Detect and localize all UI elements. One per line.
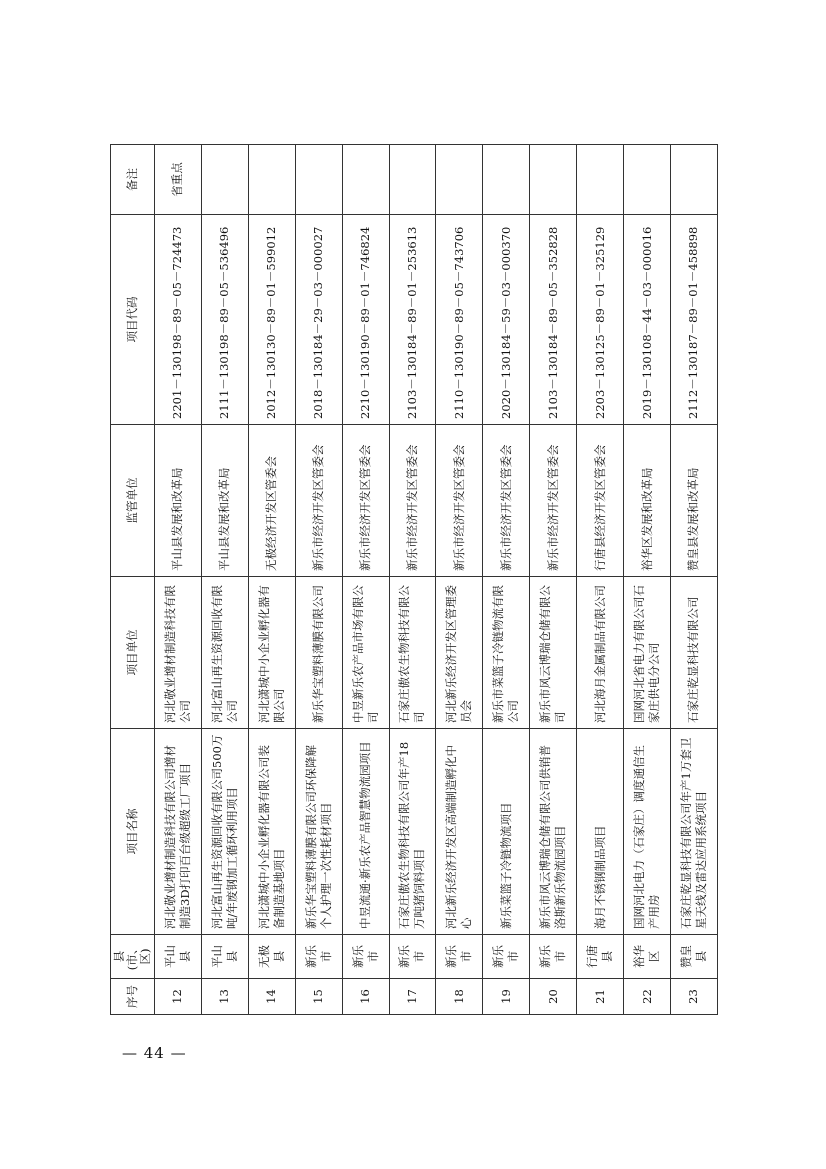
cell-note [483,145,530,215]
cell-dept: 平山县发展和改革局 [201,425,248,577]
cell-name: 新乐华宝塑料薄膜有限公司环保降解个人护理一次性耗材项目 [295,729,342,935]
cell-name: 石家庄傲农生物科技有限公司年产18万吨猪饲料项目 [389,729,436,935]
table-row [201,145,248,1015]
cell-note: 省重点 [155,145,202,215]
cell-unit: 新乐市风云博瑞仓储有限公司 [530,577,577,729]
cell-unit: 新乐华宝塑料薄膜有限公司 [295,577,342,729]
project-table [110,144,718,1015]
cell-note [389,145,436,215]
cell-name: 国网河北电力（石家庄）调度通信生产用房 [624,729,671,935]
cell-county: 新乐市 [436,935,483,979]
cell-unit: 河北富山再生资源回收有限公司 [201,577,248,729]
cell-code: 2103－130184－89－05－352828 [530,215,577,425]
cell-code: 2210－130190－89－01－746824 [342,215,389,425]
cell-note [248,145,295,215]
header-note: 备注 [111,145,155,215]
cell-name: 河北新乐经济开发区高端制造孵化中心 [436,729,483,935]
cell-unit: 新乐市菜篮子冷链物流有限公司 [483,577,530,729]
cell-county: 赞皇县 [670,935,717,979]
cell-county: 新乐市 [483,935,530,979]
cell-name: 河北敬业增材制造科技有限公司增材制造3D打印百台级超级工厂项目 [155,729,202,935]
cell-note [201,145,248,215]
cell-name: 海月不锈钢制品项目 [577,729,624,935]
header-dept: 监管单位 [111,425,155,577]
cell-dept: 平山县发展和改革局 [155,425,202,577]
header-unit: 项目单位 [111,577,155,729]
cell-county: 裕华区 [624,935,671,979]
cell-code: 2203－130125－89－01－325129 [577,215,624,425]
cell-county: 新乐市 [295,935,342,979]
table-row [483,145,530,1015]
cell-no: 12 [155,979,202,1015]
cell-dept: 新乐市经济开发区管委会 [342,425,389,577]
cell-no: 17 [389,979,436,1015]
cell-county: 平山县 [201,935,248,979]
cell-dept: 新乐市经济开发区管委会 [530,425,577,577]
cell-dept: 新乐市经济开发区管委会 [483,425,530,577]
cell-unit: 河北潇城中小企业孵化器有限公司 [248,577,295,729]
cell-code: 2019－130108－44－03－000016 [624,215,671,425]
cell-no: 21 [577,979,624,1015]
cell-dept: 裕华区发展和改革局 [624,425,671,577]
cell-name: 石家庄乾显科技有限公司年产1万套卫星天线及雷达应用系统项目 [670,729,717,935]
cell-county: 新乐市 [389,935,436,979]
cell-note [436,145,483,215]
cell-unit: 石家庄乾显科技有限公司 [670,577,717,729]
cell-unit: 国网河北省电力有限公司石家庄供电分公司 [624,577,671,729]
table-row [342,145,389,1015]
table-row [577,145,624,1015]
cell-code: 2012－130130－89－01－599012 [248,215,295,425]
cell-dept: 新乐市经济开发区管委会 [389,425,436,577]
header-county: 县 (市、区) [111,935,155,979]
table-row [670,145,717,1015]
page-number: — 44 — [122,1044,187,1062]
cell-unit: 石家庄傲农生物科技有限公司 [389,577,436,729]
cell-note [342,145,389,215]
cell-no: 20 [530,979,577,1015]
cell-name: 河北富山再生资源回收有限公司500万吨/年废钢加工循环利用项目 [201,729,248,935]
cell-code: 2020－130184－59－03－000370 [483,215,530,425]
cell-unit: 河北新乐经济开发区管理委员会 [436,577,483,729]
cell-no: 18 [436,979,483,1015]
cell-dept: 无极经济开发区管委会 [248,425,295,577]
cell-code: 2103－130184－89－01－253613 [389,215,436,425]
cell-name: 河北潇城中小企业孵化器有限公司装备制造基地项目 [248,729,295,935]
cell-code: 2111－130198－89－05－536496 [201,215,248,425]
cell-no: 15 [295,979,342,1015]
table-row [155,145,202,1015]
cell-unit: 河北海月金属制品有限公司 [577,577,624,729]
cell-no: 23 [670,979,717,1015]
cell-code: 2112－130187－89－01－458898 [670,215,717,425]
cell-county: 无极县 [248,935,295,979]
cell-name: 中昱流通·新乐农产品智慧物流园项目 [342,729,389,935]
cell-no: 16 [342,979,389,1015]
cell-note [577,145,624,215]
cell-dept: 新乐市经济开发区管委会 [436,425,483,577]
table-row [389,145,436,1015]
cell-code: 2110－130190－89－05－743706 [436,215,483,425]
header-code: 项目代码 [111,215,155,425]
table-row [624,145,671,1015]
header-name: 项目名称 [111,729,155,935]
table-row [436,145,483,1015]
cell-dept: 新乐市经济开发区管委会 [295,425,342,577]
cell-dept: 赞皇县发展和改革局 [670,425,717,577]
table-row [295,145,342,1015]
rotated-table-container [110,145,718,1015]
cell-no: 14 [248,979,295,1015]
cell-unit: 中昱新乐农产品市场有限公司 [342,577,389,729]
header-no: 序号 [111,979,155,1015]
cell-unit: 河北敬业增材制造科技有限公司 [155,577,202,729]
cell-dept: 行唐县经济开发区管委会 [577,425,624,577]
cell-no: 19 [483,979,530,1015]
table-header-row [111,145,155,1015]
cell-county: 新乐市 [530,935,577,979]
cell-no: 13 [201,979,248,1015]
cell-code: 2018－130184－29－03－000027 [295,215,342,425]
cell-county: 新乐市 [342,935,389,979]
cell-note [624,145,671,215]
cell-county: 行唐县 [577,935,624,979]
table-row [530,145,577,1015]
cell-note [530,145,577,215]
table-row [248,145,295,1015]
cell-note [295,145,342,215]
cell-name: 新乐菜篮子冷链物流项目 [483,729,530,935]
cell-note [670,145,717,215]
cell-code: 2201－130198－89－05－724473 [155,215,202,425]
cell-no: 22 [624,979,671,1015]
cell-county: 平山县 [155,935,202,979]
cell-name: 新乐市风云博瑞仓储有限公司供销普洛斯新乐物流园项目 [530,729,577,935]
